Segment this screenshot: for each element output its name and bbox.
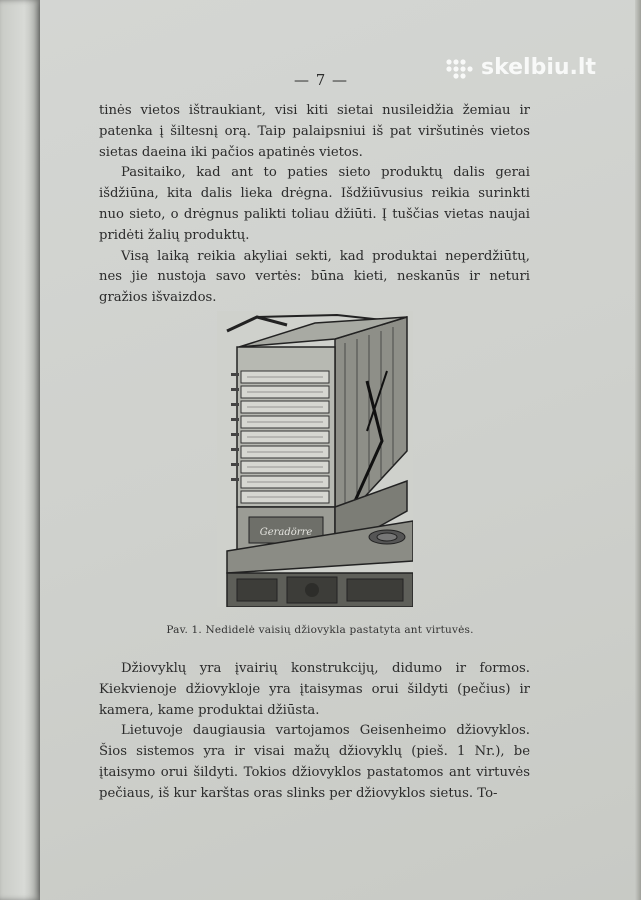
stove-label: Geradörre: [259, 527, 313, 538]
paragraph: Džiovyklų yra įvairių konstrukcijų, didumo ir formos. Kiekvienoje džiovykloje yra įtaisymas orui šildyti (pečius) ir kamera, kame produktai džiūsta.: [99, 661, 530, 718]
left-page-edge: [0, 0, 44, 900]
watermark: [445, 55, 596, 80]
paragraph: Visą laiką reikia akyliai sekti, kad produktai neperdžiūtų, nes jie nustoja savo vertės: būna kieti, neskanūs ir neturi gražios išvaizdos.: [99, 248, 530, 306]
page-number: — 7 —: [293, 71, 349, 89]
text-block-top: [99, 101, 530, 309]
dots-grid-icon: [445, 56, 475, 80]
paragraph: Pasitaiko, kad ant to paties sieto produktų dalis gerai išdžiūna, kita dalis lieka drėgna. Išdžiūvusius reikia surinkti nuo sieto, o drėgnus palikti toliau džiūti. Į tuščias vietas naujai pridėti žalių produktų.: [99, 165, 530, 243]
text-block-bottom: [99, 659, 530, 805]
watermark-text: skelbiu.lt: [481, 55, 596, 80]
figure-caption: Pav. 1. Nedidelė vaisių džiovykla pastatyta ant virtuvės.: [166, 624, 474, 636]
dryer-illustration: [217, 311, 413, 607]
paragraph: Lietuvoje daugiausia vartojamos Geisenheimo džiovyklos. Šios sistemos yra ir visai mažų džiovyklų (pieš. 1 Nr.), be įtaisymo orui šildyti. Tokios džiovyklos pastatomos ant virtuvės pečiaus, iš kur karštas oras slinks per džiovyklos sietus. To-: [99, 723, 530, 801]
paragraph: tinės vietos ištraukiant, visi kiti sietai nusileidžia žemiau ir patenka į šiltesnį orą. Taip palaipsniui iš pat viršutinės vietos sietas daeina iki pačios apatinės vietos.: [99, 103, 530, 160]
page-right-edge: [635, 0, 641, 900]
